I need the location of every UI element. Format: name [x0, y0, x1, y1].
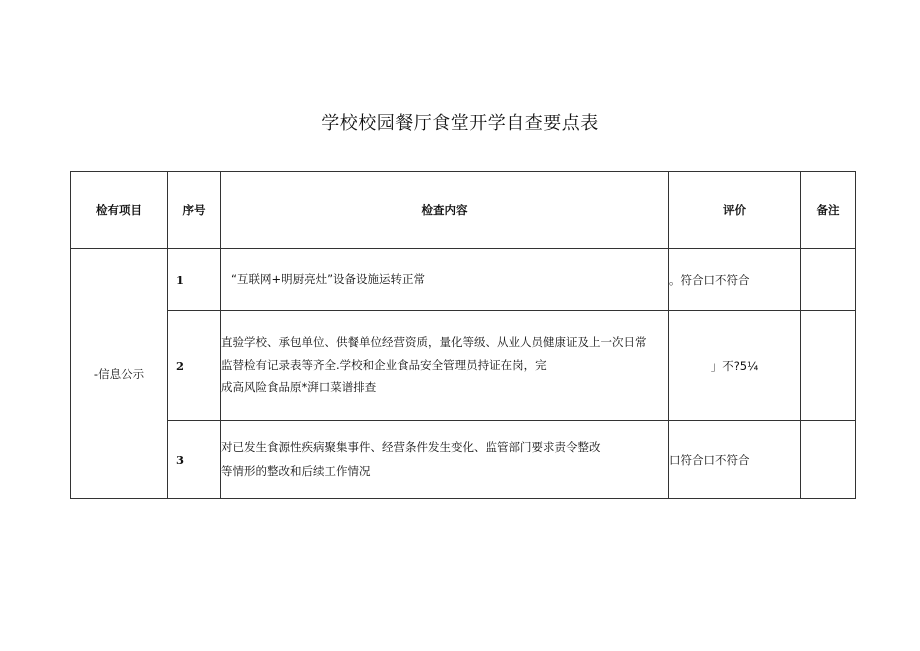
- content-line: 直验学校、承包单位、供餐单位经营资质，量化等级、从业人员健康证及上一次日常: [221, 335, 647, 350]
- content-line: 等情形的整改和后续工作情况: [221, 464, 371, 478]
- row-remark: [801, 311, 856, 421]
- content-line: 成高风险食品原*湃口菜谱排查: [221, 380, 377, 395]
- header-evaluation: 评价: [669, 172, 801, 249]
- document-title: 学校校园餐厅食堂开学自查要点表: [321, 113, 599, 134]
- row-remark: [801, 421, 856, 499]
- table-row: [71, 421, 856, 499]
- row-content: [221, 249, 669, 311]
- row-evaluation: 口符合口不符合: [669, 421, 801, 499]
- table-row: [71, 249, 856, 311]
- row-number: 1: [168, 249, 221, 311]
- row-evaluation: 。符合口不符合: [669, 249, 801, 311]
- row-evaluation: 」不?5¼: [669, 311, 801, 421]
- row-remark: [801, 249, 856, 311]
- content-line: “互联网+明厨亮灶”设备设施运转正常: [231, 271, 426, 286]
- header-remarks: 备注: [801, 172, 856, 249]
- category-cell: -信息公示: [71, 249, 168, 499]
- header-category: 检有项目: [71, 172, 168, 249]
- table-row: [71, 311, 856, 421]
- header-number: 序号: [168, 172, 221, 249]
- row-content: [221, 421, 669, 499]
- header-content: 检查内容: [221, 172, 669, 249]
- content-line: 对已发生食源性疾病聚集事件、经营条件发生变化、监管部门要求责令整改: [221, 439, 601, 454]
- row-number: 3: [168, 421, 221, 499]
- row-content: [221, 311, 669, 421]
- self-inspection-table: [70, 171, 856, 499]
- table-header-row: [71, 172, 856, 249]
- content-line: 监替检有记录表等齐全.学校和企业食品安全管理员持证在岗，完: [221, 357, 547, 372]
- row-number: 2: [168, 311, 221, 421]
